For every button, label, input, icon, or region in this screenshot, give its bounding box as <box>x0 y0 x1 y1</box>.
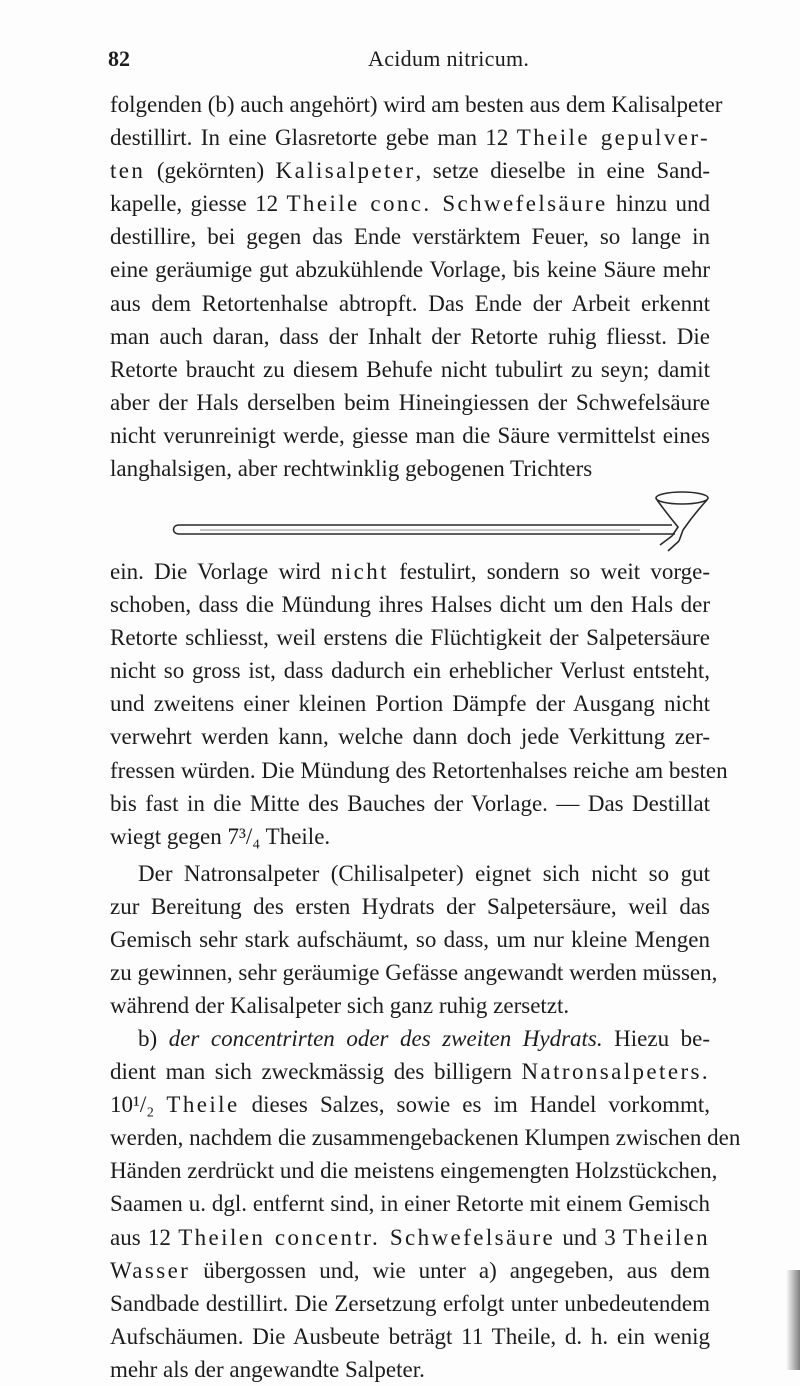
text-line: eine geräumige gut abzukühlende Vorlage, bis keine Säure mehr <box>110 257 710 283</box>
text-line: Der Natronsalpeter (Chilisalpeter) eignet sich nicht so gut <box>138 861 710 886</box>
text-line: während der Kalisalpeter sich ganz ruhig zersetzt. <box>110 993 570 1019</box>
text-line: dient man sich zweckmässig des billigern Natronsalpeters. <box>110 1059 710 1085</box>
text-line: man auch daran, dass der Inhalt der Retorte ruhig fliesst. Die <box>110 323 710 349</box>
text-line: Sandbade destillirt. Die Zersetzung erfolgt unter unbedeutendem <box>110 1290 710 1316</box>
text-line: Aufschäumen. Die Ausbeute beträgt 11 Theile, d. h. ein wenig <box>110 1323 710 1349</box>
text-line: schoben, dass die Mündung ihres Halses dicht um den Hals der <box>110 592 710 618</box>
text-line: zur Bereitung des ersten Hydrats der Salpetersäure, weil das <box>110 894 710 920</box>
text-line: ein. Die Vorlage wird nicht festulirt, sondern so weit vorge- <box>110 559 710 584</box>
text-line: zu gewinnen, sehr geräumige Gefässe angewandt werden müssen, <box>110 960 718 986</box>
text-line: wiegt gegen 7³/₄ Theile. <box>110 823 331 849</box>
text-line: destillire, bei gegen das Ende verstärktem Feuer, so lange in <box>110 224 710 250</box>
text-line: kapelle, giesse 12 Theile conc. Schwefelsäure hinzu und <box>110 191 710 217</box>
text-line: aus 12 Theilen concentr. Schwefelsäure und 3 Theilen <box>110 1224 711 1250</box>
text-line: 10¹/₂ Theile dieses Salzes, sowie es im Handel vorkommt, <box>110 1092 711 1118</box>
paragraph-second-hydrate <box>110 1022 741 1386</box>
page-number: 82 <box>108 46 130 71</box>
text-line: nicht so gross ist, dass dadurch ein erheblicher Verlust entsteht, <box>110 658 710 684</box>
text-line: fressen würden. Die Mündung des Retortenhalses reiche am besten <box>110 757 728 783</box>
text-line: aus dem Retortenhalse abtropft. Das Ende der Arbeit erkennt <box>110 290 710 316</box>
text-line: mehr als der angewandte Salpeter. <box>110 1356 425 1382</box>
text-line: Saamen u. dgl. entfernt sind, in einer Retorte mit einem Gemisch <box>110 1191 710 1217</box>
page-header <box>108 46 700 76</box>
text-line: b) der concentrirten oder des zweiten Hydrats. Hiezu be- <box>138 1026 710 1051</box>
text-line: Retorte braucht zu diesem Behufe nicht tubulirt zu seyn; damit <box>110 356 710 382</box>
text-line: nicht verunreinigt werde, giesse man die Säure vermittelst eines <box>110 422 710 448</box>
text-line: Gemisch sehr stark aufschäumt, so dass, um nur kleine Mengen <box>110 927 710 953</box>
text-line: Händen zerdrückt und die meistens eingemengten Holzstückchen, <box>110 1158 718 1184</box>
text-line: und zweitens einer kleinen Portion Dämpfe der Ausgang nicht <box>110 691 710 717</box>
text-line: Wasser übergossen und, wie unter a) angegeben, aus dem <box>110 1257 710 1283</box>
paragraph-receiver <box>110 555 728 853</box>
text-line: langhalsigen, aber rechtwinklig gebogenen Trichters <box>110 456 593 482</box>
text-line: verwehrt werden kann, welche dann doch jede Verkittung zer- <box>110 724 710 750</box>
text-line: destillirt. In eine Glasretorte gebe man 12 Theile gepulver- <box>110 125 710 151</box>
page-edge-shadow <box>786 1270 800 1370</box>
text-line: aber der Hals derselben beim Hineingiessen der Schwefelsäure <box>110 389 710 415</box>
paragraph-distillation <box>110 88 723 485</box>
text-line: Retorte schliesst, weil erstens die Flüchtigkeit der Salpetersäure <box>110 625 710 651</box>
text-line: bis fast in die Mitte des Bauches der Vorlage. — Das Destillat <box>110 790 710 816</box>
paragraph-chile-saltpeter <box>110 857 718 1022</box>
text-line: ten (gekörnten) Kalisalpeter, setze dieselbe in eine Sand- <box>110 158 710 184</box>
text-line: werden, nachdem die zusammengebackenen Klumpen zwischen den <box>110 1125 741 1151</box>
text-line: folgenden (b) auch angehört) wird am besten aus dem Kalisalpeter <box>110 92 723 117</box>
running-head: Acidum nitricum. <box>368 46 530 71</box>
